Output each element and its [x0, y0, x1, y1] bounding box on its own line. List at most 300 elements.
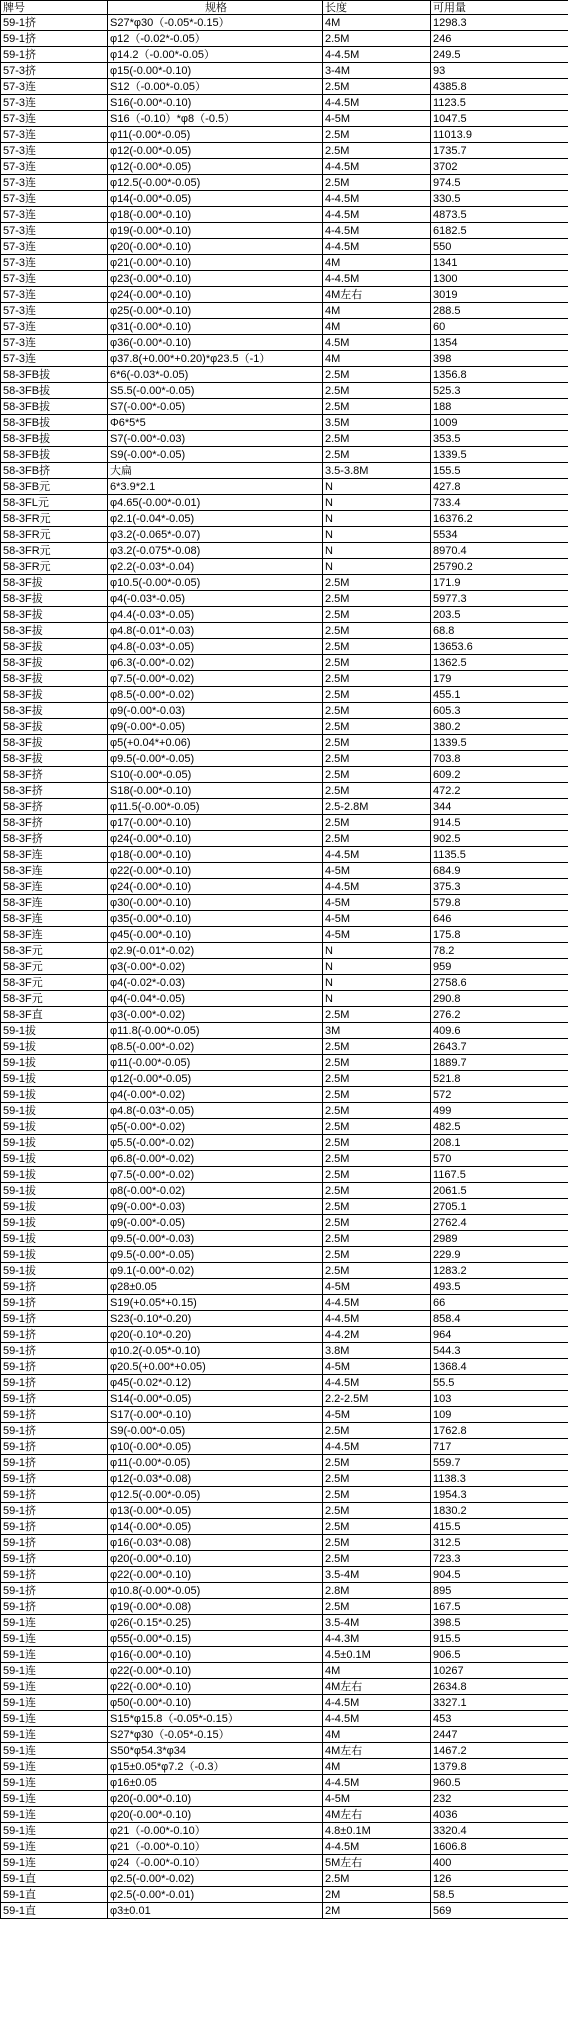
cell-spec[interactable]: φ3(-0.00*-0.02): [108, 959, 323, 975]
cell-length[interactable]: N: [323, 991, 431, 1007]
cell-spec[interactable]: φ16(-0.00*-0.10): [108, 1647, 323, 1663]
cell-qty[interactable]: 2643.7: [431, 1039, 568, 1055]
cell-length[interactable]: 2.5M: [323, 1071, 431, 1087]
cell-brand[interactable]: 59-1挤: [1, 1279, 108, 1295]
cell-spec[interactable]: φ4.8(-0.03*-0.05): [108, 639, 323, 655]
cell-spec[interactable]: φ23(-0.00*-0.10): [108, 271, 323, 287]
cell-qty[interactable]: 703.8: [431, 751, 568, 767]
cell-brand[interactable]: 58-3F连: [1, 927, 108, 943]
cell-qty[interactable]: 1354: [431, 335, 568, 351]
cell-spec[interactable]: φ3.2(-0.075*-0.08): [108, 543, 323, 559]
cell-qty[interactable]: 58.5: [431, 1887, 568, 1903]
cell-brand[interactable]: 58-3FB拔: [1, 383, 108, 399]
cell-spec[interactable]: φ11(-0.00*-0.05): [108, 1055, 323, 1071]
cell-length[interactable]: 2.5M: [323, 1247, 431, 1263]
cell-brand[interactable]: 58-3FR元: [1, 511, 108, 527]
cell-spec[interactable]: S16（-0.10）*φ8（-0.5）: [108, 111, 323, 127]
cell-qty[interactable]: 353.5: [431, 431, 568, 447]
cell-brand[interactable]: 58-3F元: [1, 943, 108, 959]
cell-brand[interactable]: 58-3FB拔: [1, 399, 108, 415]
cell-length[interactable]: 2.5M: [323, 783, 431, 799]
cell-spec[interactable]: φ22(-0.00*-0.10): [108, 1663, 323, 1679]
cell-qty[interactable]: 453: [431, 1711, 568, 1727]
cell-brand[interactable]: 57-3连: [1, 271, 108, 287]
cell-length[interactable]: N: [323, 543, 431, 559]
cell-spec[interactable]: φ18(-0.00*-0.10): [108, 847, 323, 863]
cell-length[interactable]: 2.5M: [323, 1199, 431, 1215]
cell-qty[interactable]: 208.1: [431, 1135, 568, 1151]
cell-qty[interactable]: 605.3: [431, 703, 568, 719]
cell-spec[interactable]: φ20(-0.00*-0.10): [108, 1807, 323, 1823]
cell-brand[interactable]: 59-1挤: [1, 1519, 108, 1535]
cell-brand[interactable]: 58-3F元: [1, 991, 108, 1007]
cell-qty[interactable]: 427.8: [431, 479, 568, 495]
cell-spec[interactable]: φ5(+0.04*+0.06): [108, 735, 323, 751]
cell-length[interactable]: 2.5M: [323, 431, 431, 447]
cell-spec[interactable]: S7(-0.00*-0.05): [108, 399, 323, 415]
cell-brand[interactable]: 59-1连: [1, 1727, 108, 1743]
cell-length[interactable]: 2.5M: [323, 735, 431, 751]
cell-length[interactable]: 4-4.5M: [323, 1695, 431, 1711]
cell-qty[interactable]: 895: [431, 1583, 568, 1599]
cell-brand[interactable]: 58-3F拔: [1, 671, 108, 687]
cell-length[interactable]: 4M: [323, 303, 431, 319]
cell-brand[interactable]: 59-1拔: [1, 1199, 108, 1215]
cell-qty[interactable]: 915.5: [431, 1631, 568, 1647]
cell-length[interactable]: 4-4.5M: [323, 271, 431, 287]
cell-spec[interactable]: φ24(-0.00*-0.10): [108, 879, 323, 895]
cell-brand[interactable]: 59-1连: [1, 1663, 108, 1679]
cell-length[interactable]: N: [323, 559, 431, 575]
cell-qty[interactable]: 229.9: [431, 1247, 568, 1263]
cell-length[interactable]: 2.5M: [323, 1055, 431, 1071]
cell-spec[interactable]: φ15±0.05*φ7.2（-0.3）: [108, 1759, 323, 1775]
cell-qty[interactable]: 188: [431, 399, 568, 415]
cell-spec[interactable]: φ9.5(-0.00*-0.05): [108, 1247, 323, 1263]
cell-qty[interactable]: 203.5: [431, 607, 568, 623]
cell-brand[interactable]: 59-1连: [1, 1791, 108, 1807]
cell-brand[interactable]: 58-3FR元: [1, 543, 108, 559]
cell-spec[interactable]: φ21（-0.00*-0.10）: [108, 1839, 323, 1855]
cell-brand[interactable]: 57-3连: [1, 191, 108, 207]
cell-spec[interactable]: φ55(-0.00*-0.15): [108, 1631, 323, 1647]
cell-spec[interactable]: φ9(-0.00*-0.03): [108, 703, 323, 719]
cell-length[interactable]: 2.5M: [323, 751, 431, 767]
cell-brand[interactable]: 59-1挤: [1, 1423, 108, 1439]
cell-length[interactable]: 2.5M: [323, 1119, 431, 1135]
cell-spec[interactable]: φ20.5(+0.00*+0.05): [108, 1359, 323, 1375]
cell-spec[interactable]: φ4.8(-0.03*-0.05): [108, 1103, 323, 1119]
cell-brand[interactable]: 59-1连: [1, 1823, 108, 1839]
cell-spec[interactable]: S10(-0.00*-0.05): [108, 767, 323, 783]
cell-spec[interactable]: S50*φ54.3*φ34: [108, 1743, 323, 1759]
cell-brand[interactable]: 59-1挤: [1, 1535, 108, 1551]
cell-brand[interactable]: 58-3F直: [1, 1007, 108, 1023]
cell-spec[interactable]: φ11(-0.00*-0.05): [108, 127, 323, 143]
cell-qty[interactable]: 493.5: [431, 1279, 568, 1295]
cell-length[interactable]: 4M: [323, 1727, 431, 1743]
cell-length[interactable]: 4-4.3M: [323, 1631, 431, 1647]
cell-length[interactable]: 2.5M: [323, 1183, 431, 1199]
cell-qty[interactable]: 68.8: [431, 623, 568, 639]
cell-brand[interactable]: 57-3挤: [1, 63, 108, 79]
cell-qty[interactable]: 2762.4: [431, 1215, 568, 1231]
cell-qty[interactable]: 10267: [431, 1663, 568, 1679]
cell-length[interactable]: 2.5M: [323, 831, 431, 847]
cell-brand[interactable]: 59-1拔: [1, 1183, 108, 1199]
cell-spec[interactable]: φ22(-0.00*-0.10): [108, 863, 323, 879]
cell-spec[interactable]: φ36(-0.00*-0.10): [108, 335, 323, 351]
cell-spec[interactable]: φ12(-0.03*-0.08): [108, 1471, 323, 1487]
cell-qty[interactable]: 1606.8: [431, 1839, 568, 1855]
cell-spec[interactable]: φ9(-0.00*-0.03): [108, 1199, 323, 1215]
cell-length[interactable]: N: [323, 943, 431, 959]
cell-qty[interactable]: 1047.5: [431, 111, 568, 127]
cell-length[interactable]: 2.5M: [323, 79, 431, 95]
cell-brand[interactable]: 59-1拔: [1, 1247, 108, 1263]
cell-brand[interactable]: 57-3连: [1, 287, 108, 303]
cell-length[interactable]: 4M左右: [323, 1807, 431, 1823]
cell-qty[interactable]: 330.5: [431, 191, 568, 207]
cell-spec[interactable]: φ4.8(-0.01*-0.03): [108, 623, 323, 639]
cell-brand[interactable]: 58-3F拔: [1, 639, 108, 655]
cell-spec[interactable]: φ12(-0.00*-0.05): [108, 159, 323, 175]
cell-spec[interactable]: φ25(-0.00*-0.10): [108, 303, 323, 319]
cell-length[interactable]: 4M: [323, 351, 431, 367]
cell-qty[interactable]: 525.3: [431, 383, 568, 399]
cell-spec[interactable]: φ24(-0.00*-0.10): [108, 831, 323, 847]
cell-brand[interactable]: 57-3连: [1, 239, 108, 255]
cell-qty[interactable]: 717: [431, 1439, 568, 1455]
cell-brand[interactable]: 58-3F连: [1, 879, 108, 895]
cell-length[interactable]: 2M: [323, 1887, 431, 1903]
cell-qty[interactable]: 246: [431, 31, 568, 47]
cell-length[interactable]: 2.5M: [323, 575, 431, 591]
cell-spec[interactable]: φ9(-0.00*-0.05): [108, 719, 323, 735]
cell-spec[interactable]: φ2.1(-0.04*-0.05): [108, 511, 323, 527]
cell-spec[interactable]: φ22(-0.00*-0.10): [108, 1679, 323, 1695]
cell-spec[interactable]: φ18(-0.00*-0.10): [108, 207, 323, 223]
cell-brand[interactable]: 58-3FB拔: [1, 447, 108, 463]
cell-spec[interactable]: φ10.5(-0.00*-0.05): [108, 575, 323, 591]
cell-length[interactable]: 2M: [323, 1903, 431, 1919]
cell-brand[interactable]: 59-1拔: [1, 1071, 108, 1087]
cell-brand[interactable]: 57-3连: [1, 335, 108, 351]
cell-length[interactable]: 2.5M: [323, 1871, 431, 1887]
cell-brand[interactable]: 59-1挤: [1, 15, 108, 31]
cell-brand[interactable]: 59-1拔: [1, 1135, 108, 1151]
cell-brand[interactable]: 59-1连: [1, 1775, 108, 1791]
cell-length[interactable]: 2.5M: [323, 31, 431, 47]
cell-qty[interactable]: 579.8: [431, 895, 568, 911]
cell-qty[interactable]: 25790.2: [431, 559, 568, 575]
cell-qty[interactable]: 60: [431, 319, 568, 335]
cell-brand[interactable]: 58-3F拔: [1, 719, 108, 735]
cell-spec[interactable]: φ8.5(-0.00*-0.02): [108, 687, 323, 703]
cell-brand[interactable]: 59-1挤: [1, 1327, 108, 1343]
cell-spec[interactable]: φ19(-0.00*-0.10): [108, 223, 323, 239]
cell-length[interactable]: 4-4.5M: [323, 1311, 431, 1327]
cell-brand[interactable]: 59-1连: [1, 1807, 108, 1823]
cell-brand[interactable]: 58-3F拔: [1, 623, 108, 639]
cell-length[interactable]: 4M: [323, 319, 431, 335]
cell-qty[interactable]: 415.5: [431, 1519, 568, 1535]
cell-length[interactable]: 2.5M: [323, 1263, 431, 1279]
cell-spec[interactable]: φ2.9(-0.01*-0.02): [108, 943, 323, 959]
cell-spec[interactable]: φ35(-0.00*-0.10): [108, 911, 323, 927]
cell-qty[interactable]: 1467.2: [431, 1743, 568, 1759]
cell-brand[interactable]: 58-3F拔: [1, 591, 108, 607]
cell-qty[interactable]: 906.5: [431, 1647, 568, 1663]
cell-length[interactable]: 4-5M: [323, 911, 431, 927]
cell-brand[interactable]: 58-3F连: [1, 847, 108, 863]
cell-length[interactable]: 2.5M: [323, 1039, 431, 1055]
cell-brand[interactable]: 59-1挤: [1, 31, 108, 47]
cell-length[interactable]: 4-4.5M: [323, 847, 431, 863]
cell-length[interactable]: 2.5M: [323, 1423, 431, 1439]
cell-brand[interactable]: 59-1挤: [1, 1439, 108, 1455]
cell-spec[interactable]: S23(-0.10*-0.20): [108, 1311, 323, 1327]
cell-brand[interactable]: 58-3F连: [1, 911, 108, 927]
cell-qty[interactable]: 126: [431, 1871, 568, 1887]
cell-brand[interactable]: 58-3F拔: [1, 655, 108, 671]
cell-qty[interactable]: 904.5: [431, 1567, 568, 1583]
cell-brand[interactable]: 59-1挤: [1, 1487, 108, 1503]
cell-length[interactable]: 4-5M: [323, 111, 431, 127]
cell-length[interactable]: 4-4.5M: [323, 47, 431, 63]
cell-qty[interactable]: 1735.7: [431, 143, 568, 159]
cell-qty[interactable]: 455.1: [431, 687, 568, 703]
cell-length[interactable]: 4-4.2M: [323, 1327, 431, 1343]
cell-length[interactable]: 2.5M: [323, 1087, 431, 1103]
cell-qty[interactable]: 974.5: [431, 175, 568, 191]
cell-spec[interactable]: φ3.2(-0.065*-0.07): [108, 527, 323, 543]
cell-qty[interactable]: 1167.5: [431, 1167, 568, 1183]
cell-brand[interactable]: 57-3连: [1, 159, 108, 175]
cell-length[interactable]: 2.8M: [323, 1583, 431, 1599]
cell-brand[interactable]: 57-3连: [1, 303, 108, 319]
cell-brand[interactable]: 57-3连: [1, 319, 108, 335]
cell-qty[interactable]: 1135.5: [431, 847, 568, 863]
cell-qty[interactable]: 2705.1: [431, 1199, 568, 1215]
cell-length[interactable]: 2.5M: [323, 143, 431, 159]
cell-qty[interactable]: 569: [431, 1903, 568, 1919]
cell-brand[interactable]: 58-3F拔: [1, 575, 108, 591]
cell-length[interactable]: 2.5M: [323, 1455, 431, 1471]
cell-length[interactable]: 3.5M: [323, 415, 431, 431]
cell-qty[interactable]: 646: [431, 911, 568, 927]
cell-qty[interactable]: 4873.5: [431, 207, 568, 223]
cell-brand[interactable]: 58-3F挤: [1, 767, 108, 783]
cell-spec[interactable]: φ20(-0.00*-0.10): [108, 1551, 323, 1567]
cell-qty[interactable]: 544.3: [431, 1343, 568, 1359]
cell-spec[interactable]: φ6.3(-0.00*-0.02): [108, 655, 323, 671]
cell-brand[interactable]: 59-1挤: [1, 1599, 108, 1615]
cell-spec[interactable]: S27*φ30（-0.05*-0.15）: [108, 15, 323, 31]
cell-spec[interactable]: φ26(-0.15*-0.25): [108, 1615, 323, 1631]
cell-qty[interactable]: 1283.2: [431, 1263, 568, 1279]
cell-spec[interactable]: S17(-0.00*-0.10): [108, 1407, 323, 1423]
cell-spec[interactable]: φ50(-0.00*-0.10): [108, 1695, 323, 1711]
cell-length[interactable]: 4-4.5M: [323, 191, 431, 207]
header-brand[interactable]: 牌号: [1, 1, 108, 15]
cell-length[interactable]: N: [323, 527, 431, 543]
cell-spec[interactable]: 大扁: [108, 463, 323, 479]
cell-qty[interactable]: 5977.3: [431, 591, 568, 607]
cell-qty[interactable]: 249.5: [431, 47, 568, 63]
cell-qty[interactable]: 344: [431, 799, 568, 815]
cell-spec[interactable]: S18(-0.00*-0.10): [108, 783, 323, 799]
cell-length[interactable]: 2.5M: [323, 1519, 431, 1535]
cell-qty[interactable]: 1009: [431, 415, 568, 431]
cell-length[interactable]: 2.5M: [323, 1103, 431, 1119]
cell-length[interactable]: 2.5M: [323, 1471, 431, 1487]
cell-length[interactable]: 2.5M: [323, 383, 431, 399]
cell-spec[interactable]: φ24(-0.00*-0.10): [108, 287, 323, 303]
cell-length[interactable]: 3.8M: [323, 1343, 431, 1359]
cell-length[interactable]: 2.5M: [323, 671, 431, 687]
cell-spec[interactable]: φ10.8(-0.00*-0.05): [108, 1583, 323, 1599]
cell-brand[interactable]: 59-1拔: [1, 1055, 108, 1071]
cell-brand[interactable]: 57-3连: [1, 223, 108, 239]
cell-spec[interactable]: φ4(-0.04*-0.05): [108, 991, 323, 1007]
cell-spec[interactable]: φ8.5(-0.00*-0.02): [108, 1039, 323, 1055]
cell-length[interactable]: 4M: [323, 15, 431, 31]
cell-qty[interactable]: 66: [431, 1295, 568, 1311]
cell-brand[interactable]: 59-1挤: [1, 1503, 108, 1519]
cell-brand[interactable]: 59-1拔: [1, 1119, 108, 1135]
cell-brand[interactable]: 59-1挤: [1, 1391, 108, 1407]
cell-spec[interactable]: S14(-0.00*-0.05): [108, 1391, 323, 1407]
cell-length[interactable]: 4M左右: [323, 1679, 431, 1695]
cell-length[interactable]: 2.5M: [323, 655, 431, 671]
cell-qty[interactable]: 155.5: [431, 463, 568, 479]
cell-qty[interactable]: 13653.6: [431, 639, 568, 655]
cell-spec[interactable]: φ7.5(-0.00*-0.02): [108, 671, 323, 687]
cell-qty[interactable]: 276.2: [431, 1007, 568, 1023]
cell-brand[interactable]: 58-3FL元: [1, 495, 108, 511]
cell-length[interactable]: 2.5M: [323, 1503, 431, 1519]
cell-qty[interactable]: 684.9: [431, 863, 568, 879]
cell-qty[interactable]: 2758.6: [431, 975, 568, 991]
cell-qty[interactable]: 288.5: [431, 303, 568, 319]
cell-qty[interactable]: 6182.5: [431, 223, 568, 239]
cell-qty[interactable]: 964: [431, 1327, 568, 1343]
cell-length[interactable]: 2.5M: [323, 175, 431, 191]
cell-brand[interactable]: 58-3FB拔: [1, 367, 108, 383]
cell-spec[interactable]: φ20(-0.00*-0.10): [108, 239, 323, 255]
cell-brand[interactable]: 59-1连: [1, 1711, 108, 1727]
cell-brand[interactable]: 58-3F挤: [1, 831, 108, 847]
cell-brand[interactable]: 58-3F连: [1, 863, 108, 879]
cell-length[interactable]: 4-5M: [323, 927, 431, 943]
cell-qty[interactable]: 1954.3: [431, 1487, 568, 1503]
cell-spec[interactable]: S9(-0.00*-0.05): [108, 1423, 323, 1439]
cell-length[interactable]: 4-4.5M: [323, 1711, 431, 1727]
cell-brand[interactable]: 59-1挤: [1, 1455, 108, 1471]
cell-spec[interactable]: φ11.8(-0.00*-0.05): [108, 1023, 323, 1039]
cell-length[interactable]: 2.5M: [323, 623, 431, 639]
cell-length[interactable]: 2.5M: [323, 1231, 431, 1247]
cell-spec[interactable]: S9(-0.00*-0.05): [108, 447, 323, 463]
cell-spec[interactable]: φ11(-0.00*-0.05): [108, 1455, 323, 1471]
cell-brand[interactable]: 58-3F挤: [1, 799, 108, 815]
cell-spec[interactable]: φ20(-0.00*-0.10): [108, 1791, 323, 1807]
cell-brand[interactable]: 59-1挤: [1, 1551, 108, 1567]
cell-spec[interactable]: φ37.8(+0.00*+0.20)*φ23.5（-1）: [108, 351, 323, 367]
cell-spec[interactable]: φ5.5(-0.00*-0.02): [108, 1135, 323, 1151]
cell-brand[interactable]: 58-3FB元: [1, 479, 108, 495]
cell-spec[interactable]: φ12(-0.00*-0.05): [108, 1071, 323, 1087]
cell-length[interactable]: 5M左右: [323, 1855, 431, 1871]
header-length[interactable]: 长度: [323, 1, 431, 15]
cell-length[interactable]: 4M: [323, 1663, 431, 1679]
cell-brand[interactable]: 58-3F拔: [1, 735, 108, 751]
cell-spec[interactable]: S7(-0.00*-0.03): [108, 431, 323, 447]
cell-qty[interactable]: 959: [431, 959, 568, 975]
cell-spec[interactable]: S16(-0.00*-0.10): [108, 95, 323, 111]
cell-spec[interactable]: φ3±0.01: [108, 1903, 323, 1919]
cell-qty[interactable]: 1368.4: [431, 1359, 568, 1375]
cell-brand[interactable]: 57-3连: [1, 351, 108, 367]
cell-length[interactable]: 4M: [323, 255, 431, 271]
cell-spec[interactable]: φ31(-0.00*-0.10): [108, 319, 323, 335]
cell-qty[interactable]: 1362.5: [431, 655, 568, 671]
cell-spec[interactable]: φ9(-0.00*-0.05): [108, 1215, 323, 1231]
cell-length[interactable]: 2.5M: [323, 1599, 431, 1615]
cell-spec[interactable]: S5.5(-0.00*-0.05): [108, 383, 323, 399]
cell-qty[interactable]: 3320.4: [431, 1823, 568, 1839]
cell-length[interactable]: N: [323, 959, 431, 975]
cell-brand[interactable]: 59-1直: [1, 1903, 108, 1919]
cell-qty[interactable]: 3702: [431, 159, 568, 175]
cell-spec[interactable]: φ15(-0.00*-0.10): [108, 63, 323, 79]
cell-qty[interactable]: 4036: [431, 1807, 568, 1823]
cell-spec[interactable]: φ4.4(-0.03*-0.05): [108, 607, 323, 623]
cell-qty[interactable]: 380.2: [431, 719, 568, 735]
cell-length[interactable]: 2.5M: [323, 399, 431, 415]
cell-qty[interactable]: 902.5: [431, 831, 568, 847]
cell-length[interactable]: 2.5M: [323, 639, 431, 655]
cell-brand[interactable]: 59-1拔: [1, 1263, 108, 1279]
cell-qty[interactable]: 1356.8: [431, 367, 568, 383]
cell-qty[interactable]: 1889.7: [431, 1055, 568, 1071]
cell-brand[interactable]: 59-1连: [1, 1615, 108, 1631]
cell-spec[interactable]: φ21（-0.00*-0.10）: [108, 1823, 323, 1839]
cell-length[interactable]: 4-5M: [323, 1359, 431, 1375]
cell-spec[interactable]: φ2.2(-0.03*-0.04): [108, 559, 323, 575]
cell-brand[interactable]: 59-1拔: [1, 1167, 108, 1183]
cell-brand[interactable]: 59-1拔: [1, 1103, 108, 1119]
cell-qty[interactable]: 2634.8: [431, 1679, 568, 1695]
cell-qty[interactable]: 93: [431, 63, 568, 79]
cell-qty[interactable]: 290.8: [431, 991, 568, 1007]
cell-brand[interactable]: 58-3F拔: [1, 607, 108, 623]
cell-length[interactable]: 4-4.5M: [323, 95, 431, 111]
cell-qty[interactable]: 312.5: [431, 1535, 568, 1551]
cell-length[interactable]: 2.5M: [323, 447, 431, 463]
cell-spec[interactable]: φ10.2(-0.05*-0.10): [108, 1343, 323, 1359]
cell-length[interactable]: 3-4M: [323, 63, 431, 79]
cell-brand[interactable]: 58-3FR元: [1, 527, 108, 543]
cell-length[interactable]: 4-4.5M: [323, 1295, 431, 1311]
cell-length[interactable]: N: [323, 495, 431, 511]
cell-brand[interactable]: 57-3连: [1, 79, 108, 95]
cell-brand[interactable]: 59-1连: [1, 1759, 108, 1775]
cell-brand[interactable]: 59-1拔: [1, 1231, 108, 1247]
cell-length[interactable]: 4M左右: [323, 287, 431, 303]
cell-brand[interactable]: 58-3F挤: [1, 783, 108, 799]
